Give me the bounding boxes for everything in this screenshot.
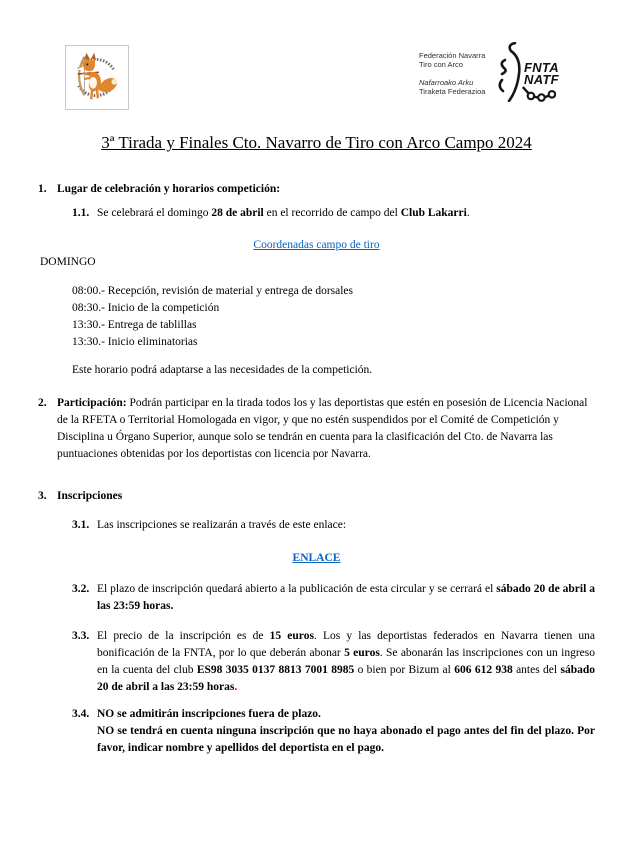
section-2-text: Participación: Podrán participar en la tirada todos los y las deportistas que estén en posesión de Licencia Nacional de la RFETA o Territorial Homologada en vigor, y que no estén suspendidos por el Comité de Competición y Disciplina u Órgano Superior, aunque solo se tendrán en cuenta para la clasificación del Cto. de Navarra las puntuaciones obtenidas por los deportistas con licencia por Navarra. (57, 397, 588, 460)
item-3-1-text: Las inscripciones se realizarán a través de este enlace: (97, 519, 347, 531)
item-1-1 (72, 205, 595, 222)
item-3-2-number: 3.2. (72, 583, 90, 595)
schedule-item: 13:30.- Inicio eliminatorias (72, 336, 198, 348)
federation-acronym-eu: NATF (524, 72, 559, 87)
federation-acronym (524, 62, 559, 86)
item-3-2-text: El plazo de inscripción quedará abierto a la publicación de esta circular y se cerrará el sábado 20 de abril a las 23:59 horas. (97, 583, 595, 612)
day-label: DOMINGO (40, 256, 96, 268)
item-3-3-text: El precio de la inscripción es de 15 euros. Los y las deportistas federados en Navarra tienen una bonificación de la FNTA, por lo que deberán abonar 5 euros. Se abonarán las inscripciones con un ingreso en la cuenta del club ES98 3035 0137 8813 7001 8985 o bien por Bizum al 606 612 938 antes del sábado 20 de abril a las 23:59 horas. (97, 630, 595, 693)
federation-name-eu-line2: Tiraketa Federazioa (419, 87, 486, 96)
item-3-4 (72, 706, 595, 757)
schedule-list (72, 283, 595, 351)
section-2-number: 2. (38, 397, 47, 409)
schedule-note: Este horario podrá adaptarse a las necesidades de la competición. (72, 364, 373, 376)
item-3-1 (72, 517, 595, 534)
schedule-item: 08:00.- Recepción, revisión de material y entrega de dorsales (72, 285, 354, 297)
item-3-1-number: 3.1. (72, 519, 90, 531)
section-3-number: 3. (38, 490, 47, 502)
item-3-4-text (97, 706, 595, 757)
item-3-2 (72, 581, 595, 615)
document-header (0, 0, 633, 120)
section-1-heading-text: Lugar de celebración y horarios competición: (57, 183, 281, 195)
section-3-heading (38, 488, 595, 505)
section-1-heading (38, 181, 595, 198)
federation-name-block (419, 51, 507, 96)
club-lakarri-logo (65, 45, 129, 110)
item-3-4-number: 3.4. (72, 708, 90, 720)
red-period: . (234, 681, 238, 693)
item-3-3 (72, 628, 595, 696)
enlace-link-line (38, 550, 595, 567)
federation-name-eu-line1: Nafarroako Arku (419, 78, 474, 87)
enlace-link[interactable]: ENLACE (292, 552, 341, 564)
linked-rings-icon (522, 85, 556, 102)
section-1-number: 1. (38, 183, 47, 195)
document-title: 3ª Tirada y Finales Cto. Navarro de Tiro con Arco Campo 2024 (101, 133, 532, 152)
coordinates-link[interactable]: Coordenadas campo de tiro (253, 239, 380, 251)
schedule-item: 13:30.- Entrega de tablillas (72, 319, 197, 331)
archer-silhouette-icon (497, 42, 523, 102)
document-body (0, 181, 633, 757)
fox-archer-icon (66, 46, 126, 107)
item-3-3-number: 3.3. (72, 630, 90, 642)
federation-acronym-es: FNTA (524, 60, 559, 75)
item-1-1-number: 1.1. (72, 207, 90, 219)
section-2 (38, 395, 595, 463)
section-2-label: Participación: (57, 397, 127, 409)
item-3-4-line2: NO se tendrá en cuenta ninguna inscripción que no haya abonado el pago antes del fin del plazo. Por favor, indicar nombre y apellidos del deportista en el pago. (97, 725, 595, 754)
coordinates-link-line (38, 237, 595, 254)
section-3-heading-text: Inscripciones (57, 490, 123, 502)
item-3-4-line1: NO se admitirán inscripciones fuera de plazo. (97, 708, 321, 720)
federation-name-es-line1: Federación Navarra (419, 51, 486, 60)
federation-name-es-line2: Tiro con Arco (419, 60, 463, 69)
item-1-1-text: Se celebrará el domingo 28 de abril en el recorrido de campo del Club Lakarri. (97, 207, 470, 219)
schedule-item: 08:30.- Inicio de la competición (72, 302, 220, 314)
